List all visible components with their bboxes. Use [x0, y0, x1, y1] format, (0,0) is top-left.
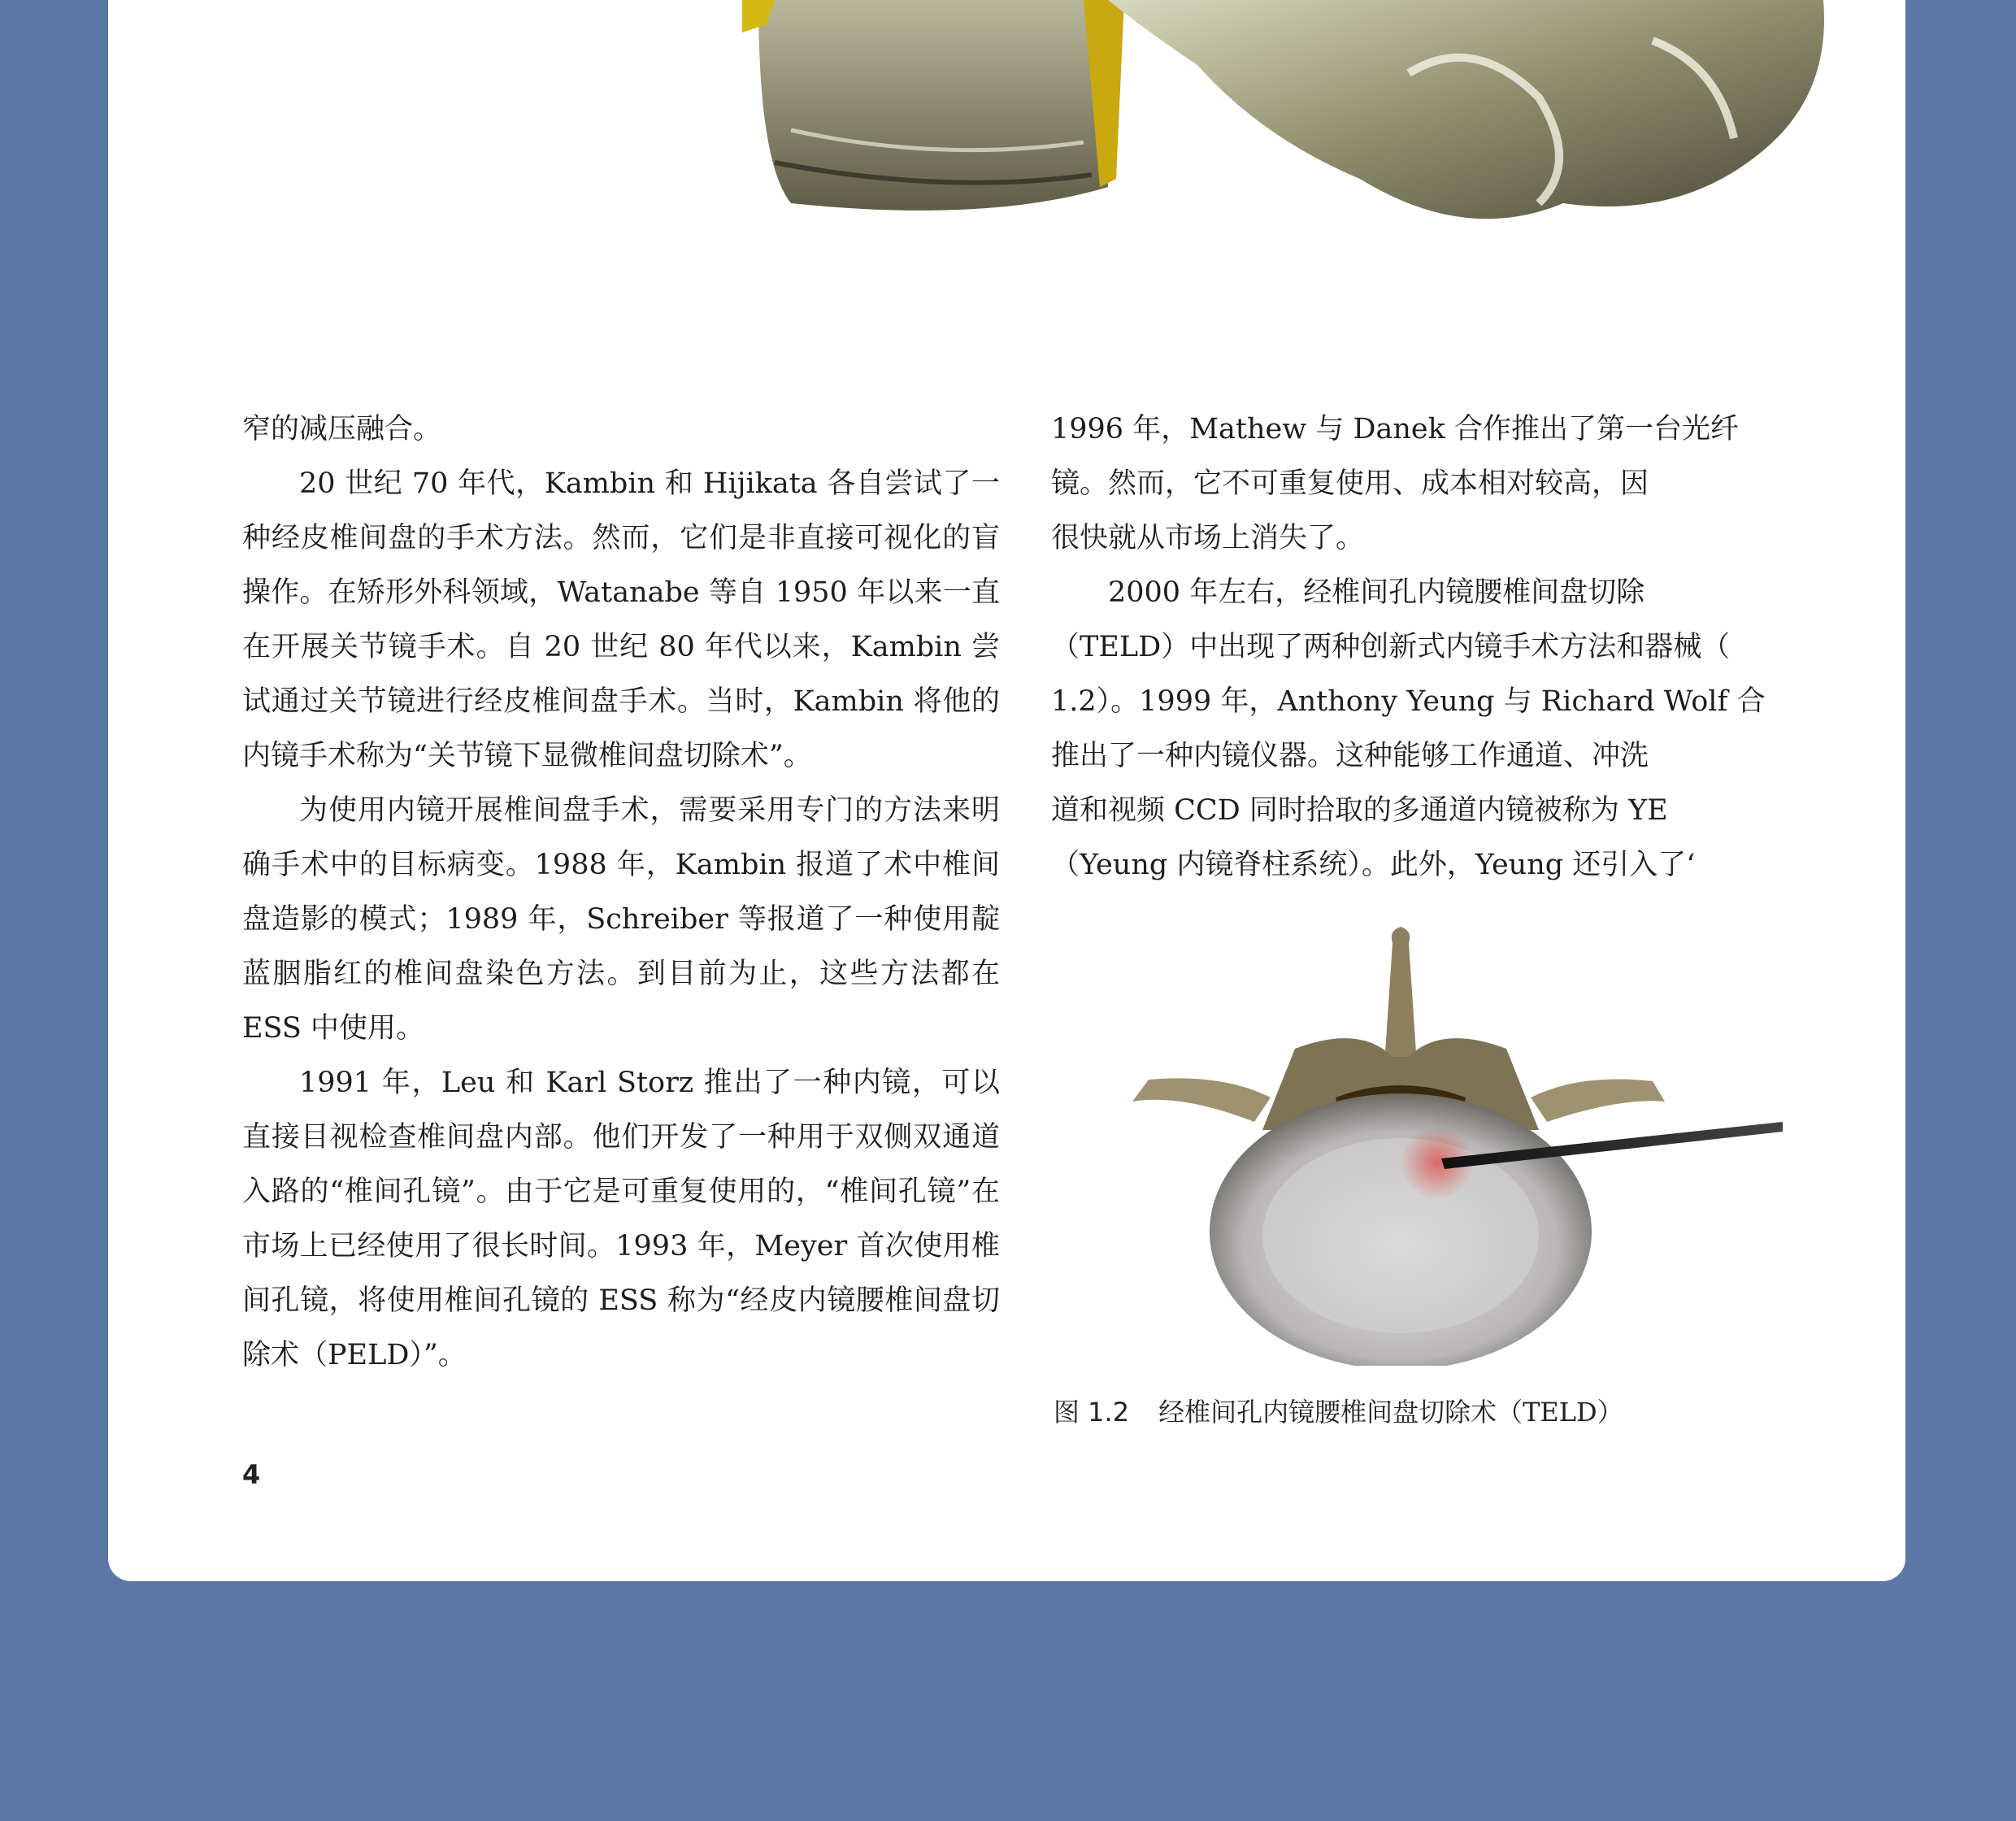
text-line: 2000 年左右，经椎间孔内镜腰椎间盘切除	[1108, 576, 1645, 609]
figure-caption	[1054, 1392, 1623, 1429]
teld-figure	[1051, 927, 1799, 1366]
text-line: 1.2）。1999 年，Anthony Yeung 与 Richard Wolf 合	[1051, 685, 1766, 718]
text-line: 很快就从市场上消失了。	[1051, 522, 1365, 554]
paragraph: 窄的减压融合。	[242, 413, 442, 445]
text-line: 镜。然而，它不可重复使用、成本相对较高，因	[1051, 467, 1649, 500]
paragraph: 为使用内镜开展椎间盘手术，需要采用专门的方法来明确手术中的目标病变。1988 年，Kambin 报道了术中椎间盘造影的模式；1989 年，Schreiber 等报道了一种使用靛蓝胭脂红的椎间盘染色方法。到目前为止，这些方法都在 ESS 中使用。	[242, 794, 1000, 1045]
text-line: （TELD）中出现了两种创新式内镜手术方法和器械（	[1051, 631, 1731, 663]
vertebra-illustration-top	[742, 0, 1880, 276]
left-text-column	[242, 402, 1000, 1383]
text-line: 道和视频 CCD 同时拾取的多通道内镜被称为 YE	[1051, 794, 1668, 827]
page-number: 4	[242, 1459, 261, 1490]
figure-label: 图 1.2	[1054, 1397, 1130, 1428]
book-page	[108, 0, 1905, 1581]
text-line: （Yeung 内镜脊柱系统）。此外，Yeung 还引入了‘	[1051, 849, 1696, 881]
paragraph: 1991 年，Leu 和 Karl Storz 推出了一种内镜，可以直接目视检查椎间盘内部。他们开发了一种用于双侧双通道入路的“椎间孔镜”。由于它是可重复使用的，“椎间孔镜”在市场上已经使用了很长时间。1993 年，Meyer 首次使用椎间孔镜，将使用椎间孔镜的 ESS 称为“经皮内镜腰椎间盘切除术（PELD）”。	[242, 1067, 1000, 1371]
figure-caption-text: 经椎间孔内镜腰椎间盘切除术（TELD）	[1158, 1397, 1623, 1428]
text-line: 推出了一种内镜仪器。这种能够工作通道、冲洗	[1051, 740, 1649, 772]
paragraph: 20 世纪 70 年代，Kambin 和 Hijikata 各自尝试了一种经皮椎间盘的手术方法。然而，它们是非直接可视化的盲操作。在矫形外科领域，Watanabe 等自 1950 年以来一直在开展关节镜手术。自 20 世纪 80 年代以来，Kambin 尝试通过关节镜进行经皮椎间盘手术。当时，Kambin 将他的内镜手术称为“关节镜下显微椎间盘切除术”。	[242, 467, 1000, 772]
right-text-column	[1051, 402, 1783, 893]
text-line: 1996 年，Mathew 与 Danek 合作推出了第一台光纤	[1051, 413, 1739, 445]
